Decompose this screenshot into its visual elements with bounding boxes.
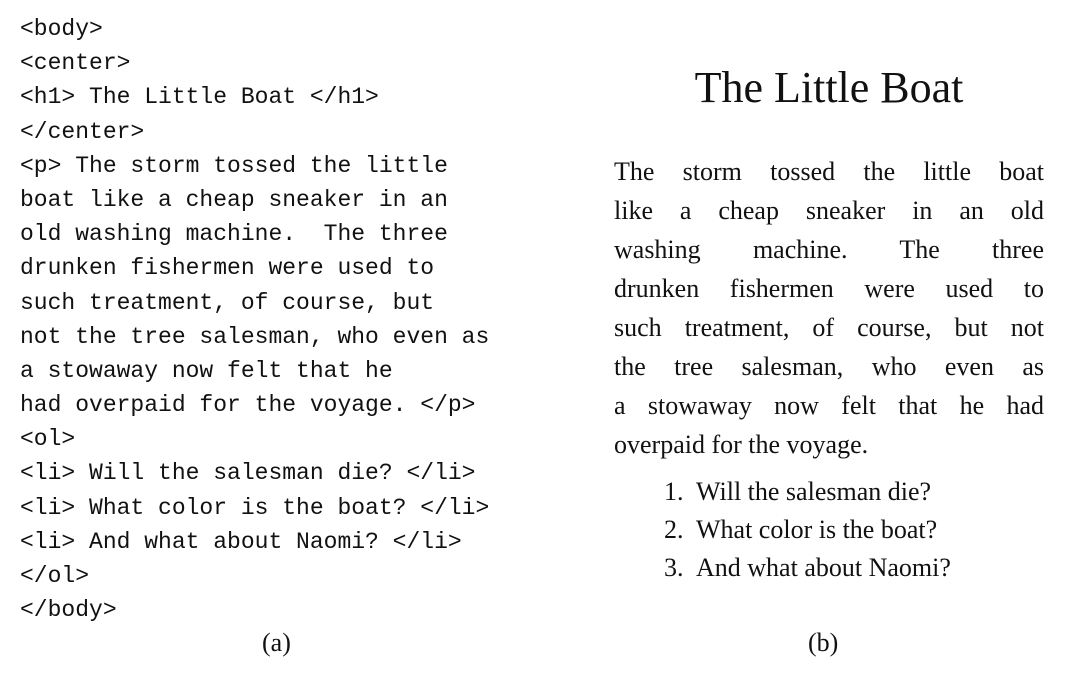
code-line: </body> (20, 597, 117, 624)
list-item (664, 549, 951, 587)
code-line: </ol> (20, 563, 90, 589)
paragraph-line: overpaid for the voyage. (614, 430, 869, 459)
paragraph-line: a stowaway now felt that he had (614, 391, 1044, 420)
paragraph-line: The storm tossed the little boat (614, 157, 1044, 186)
caption-b: (b) (808, 628, 839, 657)
code-line: <center> (20, 50, 131, 77)
code-line: <li> Will the salesman die? </li> (20, 460, 476, 487)
list-item-text: And what about Naomi? (696, 553, 951, 582)
list-item-number: 2. (664, 515, 684, 544)
paragraph-line: the tree salesman, who even as (614, 352, 1044, 381)
code-line: <p> The storm tossed the little (20, 152, 448, 179)
code-line: not the tree salesman, who even as (20, 323, 490, 350)
code-panel (20, 12, 580, 627)
paragraph-line: washing machine. The three (614, 235, 1044, 264)
code-line: </center> (20, 118, 145, 145)
paragraph-line: drunken fishermen were used to (614, 274, 1044, 303)
code-line: drunken fishermen were used to (20, 255, 435, 282)
code-line: <li> And what about Naomi? </li> (20, 528, 462, 555)
code-line: a stowaway now felt that he (20, 357, 393, 384)
list-item-number: 3. (664, 553, 684, 582)
caption-a: (a) (262, 628, 291, 657)
list-item (664, 473, 951, 511)
list-item-number: 1. (664, 477, 684, 506)
code-line: old washing machine. The three (20, 221, 448, 248)
rendered-title: The Little Boat (694, 63, 964, 112)
code-line: <body> (20, 16, 103, 42)
code-line: such treatment, of course, but (20, 289, 435, 316)
code-line: <h1> The Little Boat </h1> (20, 84, 379, 111)
rendered-ordered-list (664, 473, 951, 587)
list-item-text: What color is the boat? (696, 515, 938, 544)
paragraph-line: like a cheap sneaker in an old (614, 196, 1044, 225)
list-item (664, 511, 951, 549)
code-line: <ol> (20, 426, 76, 453)
code-line: <li> What color is the boat? </li> (20, 494, 490, 521)
list-item-text: Will the salesman die? (696, 477, 932, 506)
rendered-page-panel (614, 60, 1044, 582)
paragraph-line: such treatment, of course, but not (614, 313, 1044, 342)
rendered-paragraph (614, 152, 1044, 464)
code-line: had overpaid for the voyage. </p> (20, 392, 476, 419)
code-line: boat like a cheap sneaker in an (20, 186, 448, 213)
